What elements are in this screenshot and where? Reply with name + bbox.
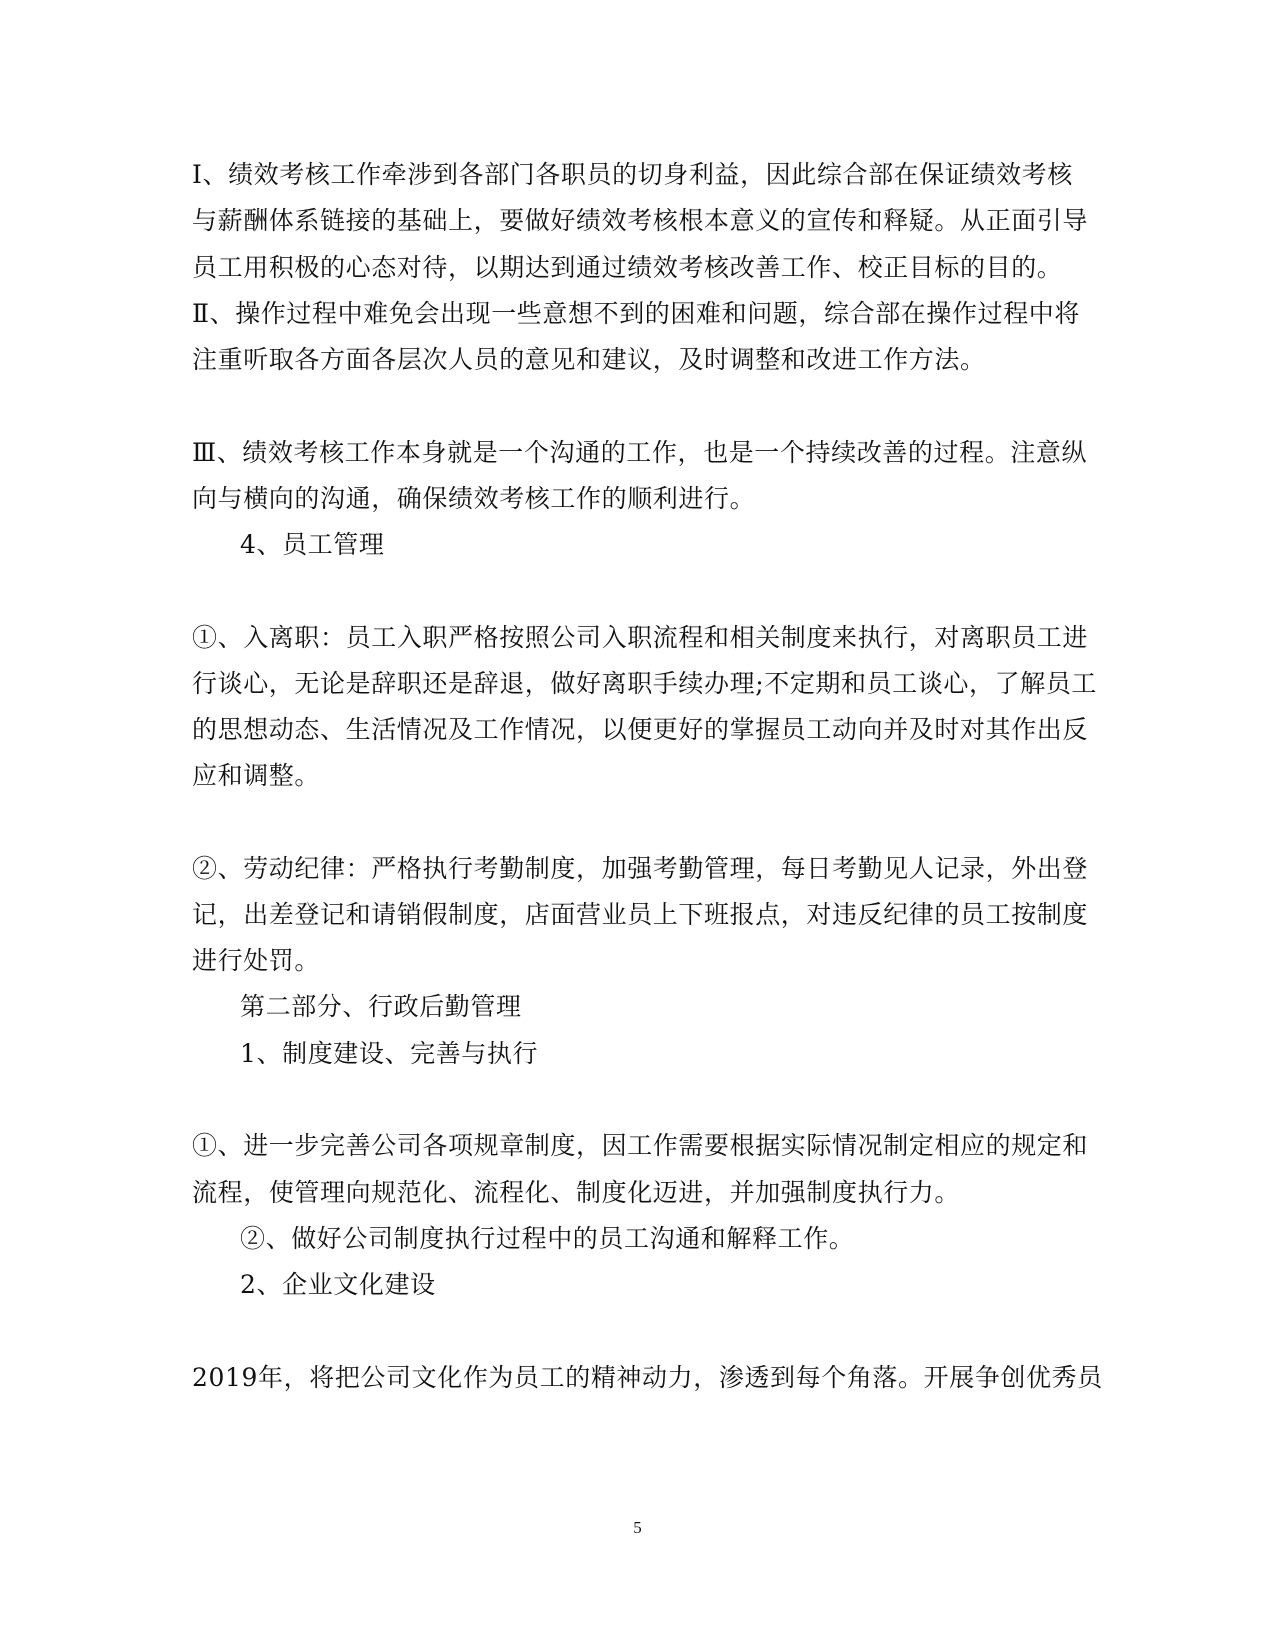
text-line: 应和调整。 <box>192 761 321 790</box>
text-line: 行谈心，无论是辞职还是辞退，做好离职手续办理;不定期和员工谈心，了解员工 <box>192 669 1098 698</box>
text-line: ②、做好公司制度执行过程中的员工沟通和解释工作。 <box>240 1224 855 1253</box>
part-heading: 第二部分、行政后勤管理 <box>240 992 522 1021</box>
section-heading: 1、制度建设、完善与执行 <box>240 1039 539 1068</box>
text-line: Ⅱ、操作过程中难免会出现一些意想不到的困难和问题，综合部在操作过程中将 <box>192 299 1080 328</box>
text-line: 2019年，将把公司文化作为员工的精神动力，渗透到每个角落。开展争创优秀员 <box>192 1363 1103 1392</box>
text-line: 进行处罚。 <box>192 946 321 975</box>
page-number: 5 <box>633 1518 642 1537</box>
section-heading: 2、企业文化建设 <box>240 1270 436 1299</box>
text-line: Ⅲ、绩效考核工作本身就是一个沟通的工作，也是一个持续改善的过程。注意纵 <box>192 438 1088 467</box>
text-line: 向与横向的沟通，确保绩效考核工作的顺利进行。 <box>192 484 756 513</box>
text-line: 注重听取各方面各层次人员的意见和建议，及时调整和改进工作方法。 <box>192 345 986 374</box>
text-line: Ⅰ、绩效考核工作牵涉到各部门各职员的切身利益，因此综合部在保证绩效考核 <box>192 160 1073 189</box>
section-heading: 4、员工管理 <box>240 530 385 559</box>
text-line: ①、进一步完善公司各项规章制度，因工作需要根据实际情况制定相应的规定和 <box>192 1131 1089 1160</box>
text-line: 流程，使管理向规范化、流程化、制度化迈进，并加强制度执行力。 <box>192 1178 961 1207</box>
text-line: 员工用积极的心态对待，以期达到通过绩效考核改善工作、校正目标的目的。 <box>192 253 1063 282</box>
text-line: 与薪酬体系链接的基础上，要做好绩效考核根本意义的宣传和释疑。从正面引导 <box>192 206 1089 235</box>
text-line: ①、入离职：员工入职严格按照公司入职流程和相关制度来执行，对离职员工进 <box>192 623 1089 652</box>
text-line: 记，出差登记和请销假制度，店面营业员上下班报点，对违反纪律的员工按制度 <box>192 900 1089 929</box>
text-line: ②、劳动纪律：严格执行考勤制度，加强考勤管理，每日考勤见人记录，外出登 <box>192 854 1089 883</box>
text-line: 的思想动态、生活情况及工作情况，以便更好的掌握员工动向并及时对其作出反 <box>192 715 1089 744</box>
